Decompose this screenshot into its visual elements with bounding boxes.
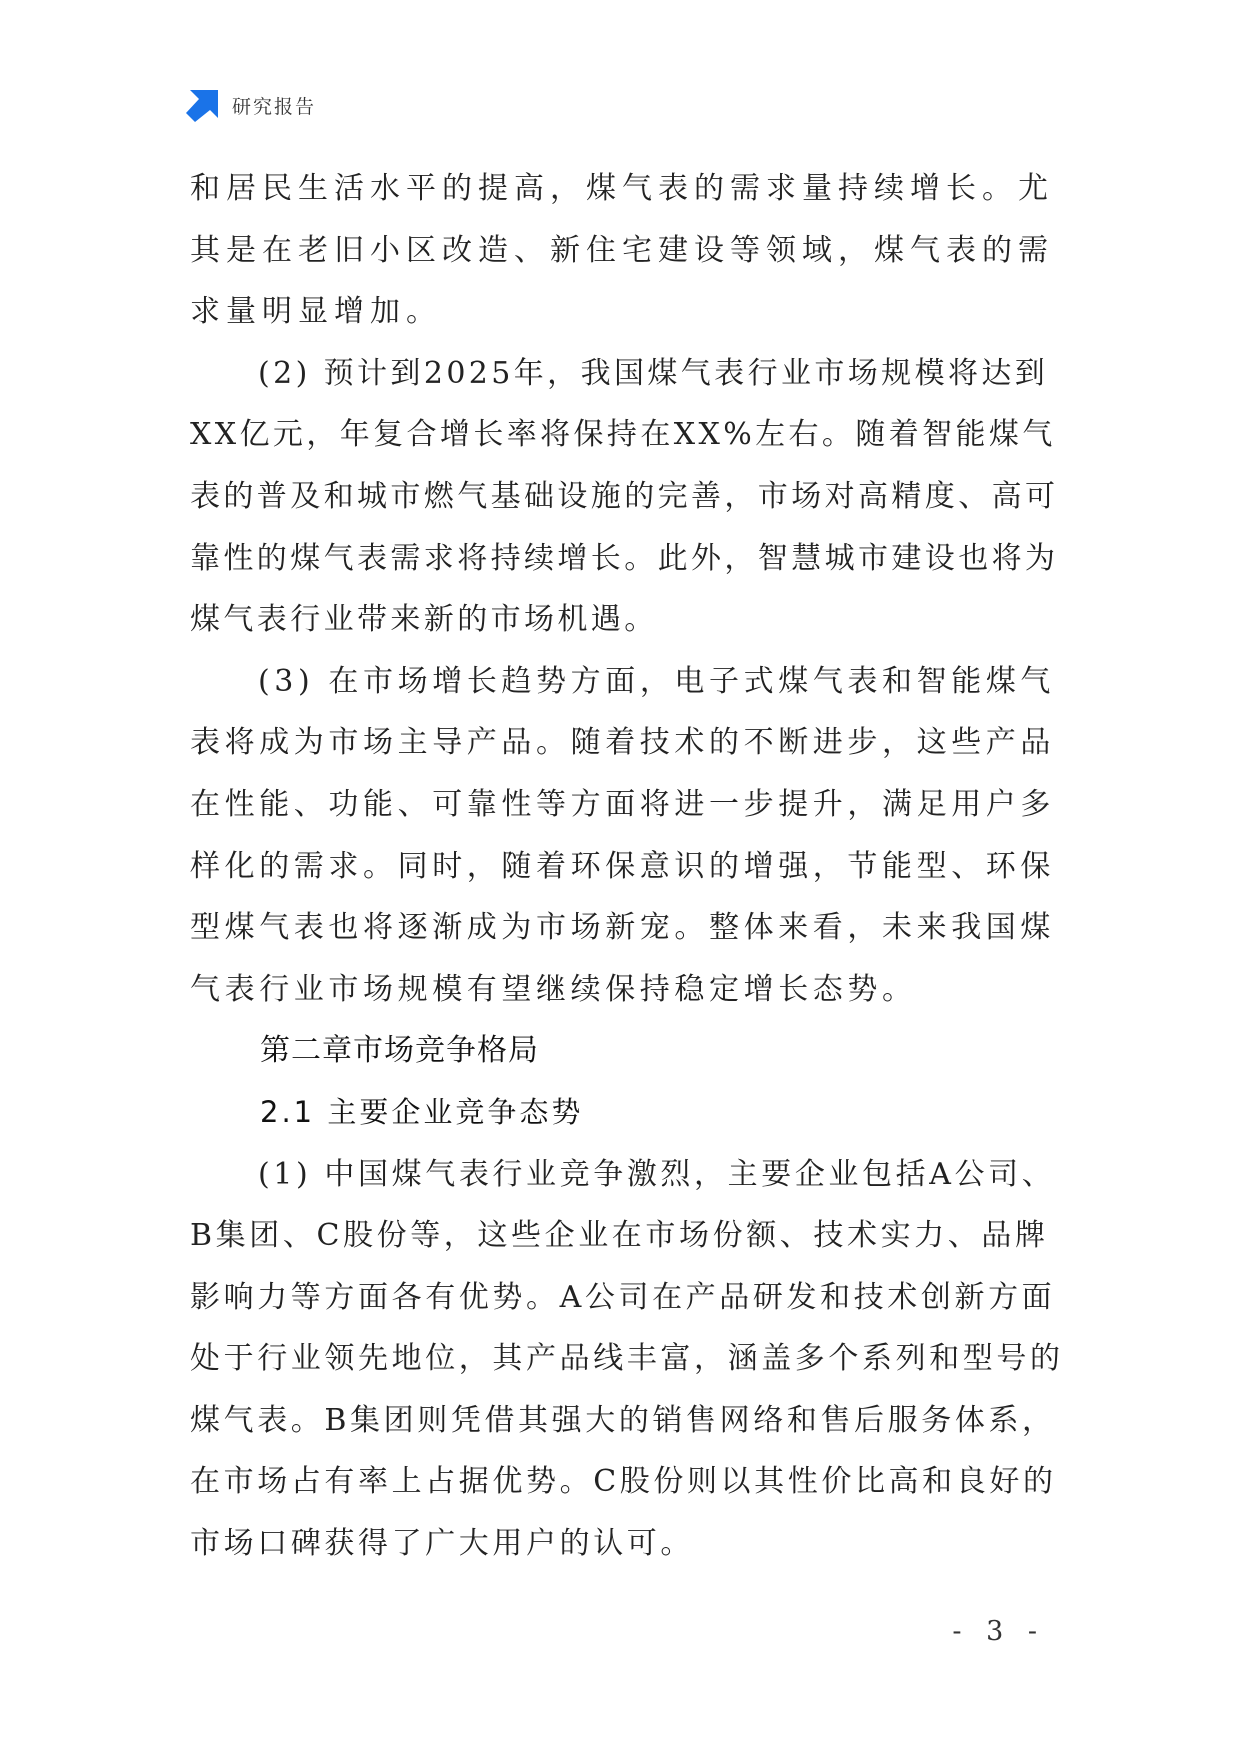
section-title: 2.1 主要企业竞争态势 [260,1094,584,1129]
arrow-logo-icon [186,88,220,122]
page-header [186,88,316,122]
paragraph-continued: 和居民生活水平的提高，煤气表的需求量持续增长。尤其是在老旧小区改造、新住宅建设等领域，煤气表的需求量明显增加。 [190,171,1054,330]
page-number: - 3 - [952,1616,1045,1647]
document-body [190,158,1070,1575]
header-title: 研究报告 [232,95,317,118]
section-paragraph: (1) 中国煤气表行业竞争激烈，主要企业包括A公司、B集团、C股份等，这些企业在市场份额、技术实力、品牌影响力等方面各有优势。A公司在产品研发和技术创新方面处于行业领先地位，其产品线丰富，涵盖多个系列和型号的煤气表。B集团则凭借其强大的销售网络和售后服务体系，在市场占有率上占据优势。C股份则以其性价比高和良好的市场口碑获得了广大用户的认可。 [190,1156,1064,1562]
paragraph-2: (2) 预计到2025年，我国煤气表行业市场规模将达到XX亿元，年复合增长率将保持在XX%左右。随着智能煤气表的普及和城市燃气基础设施的完善，市场对高精度、高可靠性的煤气表需求将持续增长。此外，智慧城市建设也将为煤气表行业带来新的市场机遇。 [190,355,1059,638]
chapter-title: 第二章市场竞争格局 [260,1033,539,1069]
paragraph-3: (3) 在市场增长趋势方面，电子式煤气表和智能煤气表将成为市场主导产品。随着技术的不断进步，这些产品在性能、功能、可靠性等方面将进一步提升，满足用户多样化的需求。同时，随着环保意识的增强，节能型、环保型煤气表也将逐渐成为市场新宠。整体来看，未来我国煤气表行业市场规模有望继续保持稳定增长态势。 [190,663,1056,1007]
